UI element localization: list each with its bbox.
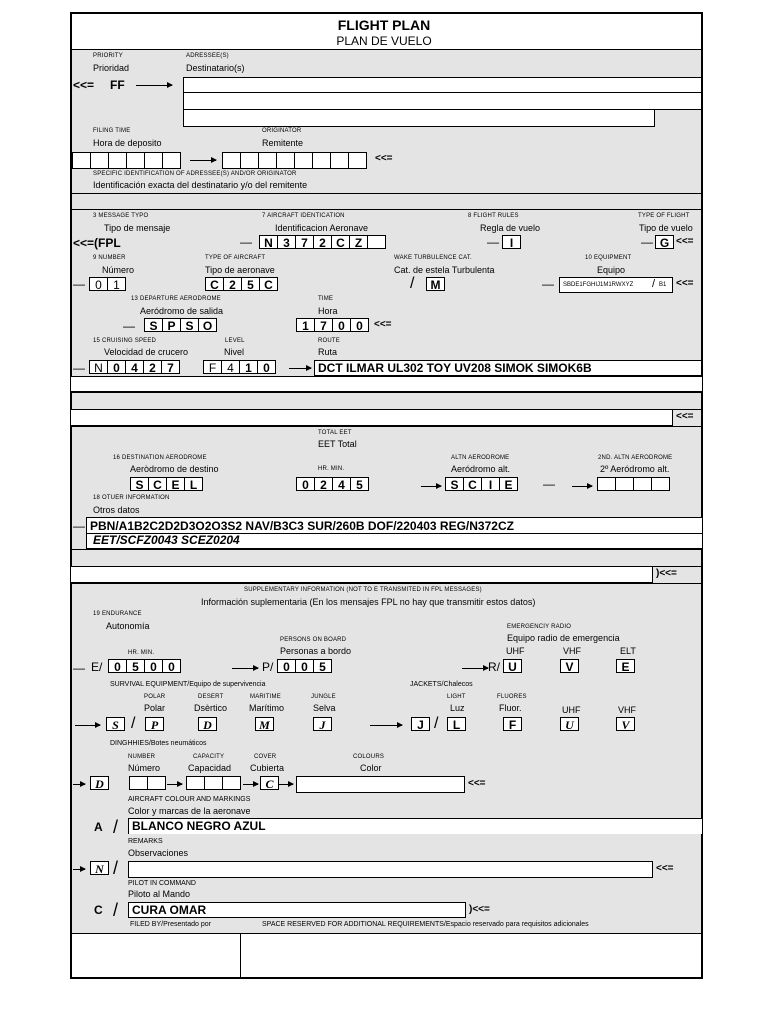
- jackets-vhf-box[interactable]: V: [616, 717, 635, 731]
- aircraft-type-label-en: TYPE OF AIRCRAFT: [205, 255, 266, 261]
- endurance-label-en: 19 ENDURANCE: [93, 611, 142, 617]
- footer-area: [72, 934, 701, 977]
- pob-label-en: PERSONS ON BOARD: [280, 637, 347, 643]
- arrow-icon: [370, 725, 402, 726]
- jackets-j-box[interactable]: J: [411, 717, 430, 731]
- filing-time-label-en: FILING TIME: [93, 128, 131, 134]
- aircraft-type-label-es: Tipo de aeronave: [205, 265, 275, 275]
- arrow-icon: [190, 160, 216, 161]
- equipment-field[interactable]: SBDE1FGHIJ1M1RWXYZ / B1: [559, 277, 673, 293]
- departure-label-es: Aeródromo de salida: [140, 306, 224, 316]
- specific-id-label-en: SPECIFIC IDENTIFICATION OF ADRESSEE(S) AND/OR ORIGINATOR: [93, 171, 297, 177]
- arrow-icon: [572, 486, 592, 487]
- eet-hrmin-label: HR. MIN.: [318, 466, 345, 472]
- originator-boxes[interactable]: [222, 152, 367, 169]
- priority-label-es: Prioridad: [93, 63, 130, 73]
- other-info-field-2[interactable]: EET/SCFZ0043 SCEZ0204: [86, 534, 702, 549]
- originator-label-en: ORIGINATOR: [262, 128, 302, 134]
- message-type-label-es: Tipo de mensaje: [104, 223, 171, 233]
- pilot-field[interactable]: CURA OMAR: [128, 902, 466, 918]
- other-info-field-4[interactable]: [71, 566, 653, 583]
- filed-by-label: FILED BY/Presentado por: [130, 921, 211, 928]
- number-label-en: 9 NUMBER: [93, 255, 126, 261]
- altn-boxes[interactable]: S C I E: [445, 477, 518, 491]
- altn2-label-es: 2º Aeródromo alt.: [600, 464, 670, 474]
- pilot-label-en: PILOT IN COMMAND: [128, 880, 196, 887]
- filing-time-boxes[interactable]: [72, 152, 181, 169]
- departure-boxes[interactable]: S P S O: [144, 318, 217, 332]
- altn-label-es: Aeródromo alt.: [451, 464, 511, 474]
- arrow-icon: [232, 668, 258, 669]
- other-info-field-1[interactable]: PBN/A1B2C2D2D3O2O3S2 NAV/B3C3 SUR/260B DOF/220403 REG/N372CZ: [86, 517, 702, 534]
- aircraft-colour-label-en: AIRCRAFT COLOUR AND MARKINGS: [128, 796, 251, 803]
- number-boxes[interactable]: 0 1: [89, 277, 126, 291]
- start-of-message: <<=: [73, 78, 95, 92]
- altn2-boxes[interactable]: [597, 477, 670, 491]
- dinghies-d-box[interactable]: D: [90, 776, 109, 790]
- reserved-space-label: SPACE RESERVED FOR ADDITIONAL REQUIREMENTS/Espacio reservado para requisitos adicionales: [262, 921, 589, 928]
- radio-label-en: EMERGENCIY RADIO: [507, 624, 572, 630]
- dinghies-cover-box[interactable]: C: [260, 776, 279, 790]
- survival-polar-box[interactable]: P: [145, 717, 164, 731]
- dinghies-number-boxes[interactable]: [129, 776, 166, 790]
- arrow-icon: [279, 784, 293, 785]
- route-field-4[interactable]: [71, 409, 673, 426]
- aircraft-id-label-es: Identificacion Aeronave: [275, 223, 369, 233]
- message-type-value: <<=(FPL: [73, 236, 121, 250]
- specific-id-label-es: Identificación exacta del destinatario y/o del remitente: [93, 180, 308, 190]
- adressee-field-3[interactable]: [183, 110, 655, 127]
- end-of-address: <<=: [375, 153, 393, 164]
- speed-label-es: Velocidad de crucero: [104, 347, 189, 357]
- jackets-fluor-box[interactable]: F: [503, 717, 522, 731]
- flight-type-label-es: Tipo de vuelo: [639, 223, 693, 233]
- pob-boxes[interactable]: 0 0 5: [277, 659, 332, 673]
- equipment-label-es: Equipo: [597, 265, 626, 275]
- destination-label-en: 16 DESTINATION AERODROME: [113, 455, 207, 461]
- originator-label-es: Remitente: [262, 138, 304, 148]
- adressee-label-en: ADRESSEE(S): [186, 53, 229, 59]
- arrow-icon: [289, 368, 311, 369]
- route-field-2[interactable]: [71, 376, 702, 392]
- jackets-label: JACKETS/Chalecos: [410, 681, 473, 688]
- survival-maritime-box[interactable]: M: [255, 717, 274, 731]
- departure-time-boxes[interactable]: 1 7 0 0: [296, 318, 369, 332]
- aircraft-colour-label-es: Color y marcas de la aeronave: [128, 806, 251, 816]
- aircraft-colour-field[interactable]: BLANCO NEGRO AZUL: [128, 818, 702, 834]
- flight-rules-label-es: Regla de vuelo: [480, 223, 541, 233]
- endurance-label-es: Autonomía: [106, 621, 150, 631]
- eet-boxes[interactable]: 0 2 4 5: [296, 477, 369, 491]
- survival-s-box[interactable]: S: [106, 717, 125, 731]
- arrow-icon: [75, 725, 100, 726]
- remarks-label-en: REMARKS: [128, 838, 163, 845]
- wake-label-es: Cat. de estela Turbulenta: [394, 265, 495, 275]
- jackets-light-box[interactable]: L: [447, 717, 466, 731]
- level-label-en: LEVEL: [225, 338, 245, 344]
- wake-label-en: WAKE TURBULENCE CAT.: [394, 255, 472, 261]
- number-label-es: Número: [102, 265, 135, 275]
- arrow-icon: [243, 784, 258, 785]
- departure-label-en: 13 DEPARTURE AERODROME: [131, 296, 221, 302]
- radio-elt-box[interactable]: E: [616, 659, 635, 673]
- arrow-icon: [73, 784, 85, 785]
- wake-box[interactable]: M: [426, 277, 445, 291]
- priority-label-en: PRIORITY: [93, 53, 123, 59]
- adressee-label-es: Destinatario(s): [186, 63, 245, 73]
- survival-jungle-box[interactable]: J: [313, 717, 332, 731]
- dinghies-label: DINGHHIES/Botes neumáticos: [110, 740, 207, 747]
- other-info-label-es: Otros datos: [93, 505, 140, 515]
- time-label-es: Hora: [318, 306, 338, 316]
- aircraft-id-boxes[interactable]: N 3 7 2 C Z: [259, 235, 386, 249]
- arrow-icon: [462, 668, 488, 669]
- filing-time-label-es: Hora de deposito: [93, 138, 162, 148]
- arrow-icon: [167, 784, 182, 785]
- pilot-label-es: Piloto al Mando: [128, 889, 191, 899]
- speed-label-en: 15 CRUISING SPEED: [93, 338, 157, 344]
- radio-vhf-box[interactable]: V: [560, 659, 579, 673]
- level-boxes[interactable]: F 4 1 0: [203, 360, 276, 374]
- pob-label-es: Personas a bordo: [280, 646, 352, 656]
- remarks-field[interactable]: [128, 861, 653, 878]
- aircraft-id-label-en: 7 AIRCRAFT IDENTICATION: [262, 213, 345, 219]
- message-type-label-en: 3 MESSAGE TYPO: [93, 213, 149, 219]
- time-label-en: TIME: [318, 296, 334, 302]
- aircraft-type-boxes[interactable]: C 2 5 C: [205, 277, 278, 291]
- dinghies-capacity-boxes[interactable]: [186, 776, 241, 790]
- form-subtitle: PLAN DE VUELO: [336, 34, 432, 48]
- level-label-es: Nivel: [224, 347, 245, 357]
- adressee-field-2[interactable]: [183, 93, 702, 110]
- route-label-es: Ruta: [318, 347, 338, 357]
- destination-boxes[interactable]: S C E L: [130, 477, 203, 491]
- priority-value[interactable]: FF: [110, 78, 125, 92]
- endurance-hrmin: HR. MIN.: [128, 650, 155, 656]
- flight-rules-label-en: 8 FLIGHT RULES: [468, 213, 519, 219]
- adressee-field-1[interactable]: [183, 77, 702, 93]
- jackets-uhf-box[interactable]: U: [560, 717, 579, 731]
- form-title: FLIGHT PLAN: [337, 17, 431, 33]
- supplementary-label-en: SUPPLEMENTARY INFORMATION (NOT TO E TRANSMITED IN FPL MESSAGES): [244, 587, 482, 593]
- destination-label-es: Aeròdromo de destino: [130, 464, 219, 474]
- altn2-label-en: 2ND. ALTN AERODROME: [598, 455, 673, 461]
- endurance-boxes[interactable]: 0 5 0 0: [108, 659, 181, 673]
- dinghies-colour-field[interactable]: [296, 776, 465, 793]
- flight-type-label-en: TYPE OF FLIGHT: [638, 213, 690, 219]
- radio-label-es: Equipo radio de emergencia: [507, 633, 620, 643]
- supplementary-label-es: Información suplementaria (En los mensajes FPL no hay que transmitir estos datos): [201, 597, 536, 607]
- flight-rules-box[interactable]: I: [502, 235, 521, 249]
- speed-boxes[interactable]: N 0 4 2 7: [89, 360, 180, 374]
- eet-label-es: EET Total: [318, 439, 357, 449]
- survival-desert-box[interactable]: D: [198, 717, 217, 731]
- remarks-label-es: Observaciones: [128, 848, 189, 858]
- radio-uhf-box[interactable]: U: [503, 659, 522, 673]
- other-info-label-en: 18 OTUER INFORMATION: [93, 495, 170, 501]
- altn-label-en: ALTN AERODROME: [451, 455, 510, 461]
- arrow-icon: [136, 85, 172, 86]
- route-label-en: ROUTE: [318, 338, 340, 344]
- arrow-icon: [421, 486, 441, 487]
- eet-label-en: TOTAL EET: [318, 430, 352, 436]
- route-field[interactable]: DCT ILMAR UL302 TOY UV208 SIMOK SIMOK6B: [314, 360, 702, 376]
- flight-type-box[interactable]: G: [655, 235, 674, 249]
- remarks-n-box[interactable]: N: [90, 861, 109, 875]
- survival-label: SURVIVAL EQUIPMENT/Equipo de supervivencia: [110, 681, 266, 688]
- equipment-label-en: 10 EQUIPMENT: [585, 255, 632, 261]
- arrow-icon: [73, 869, 85, 870]
